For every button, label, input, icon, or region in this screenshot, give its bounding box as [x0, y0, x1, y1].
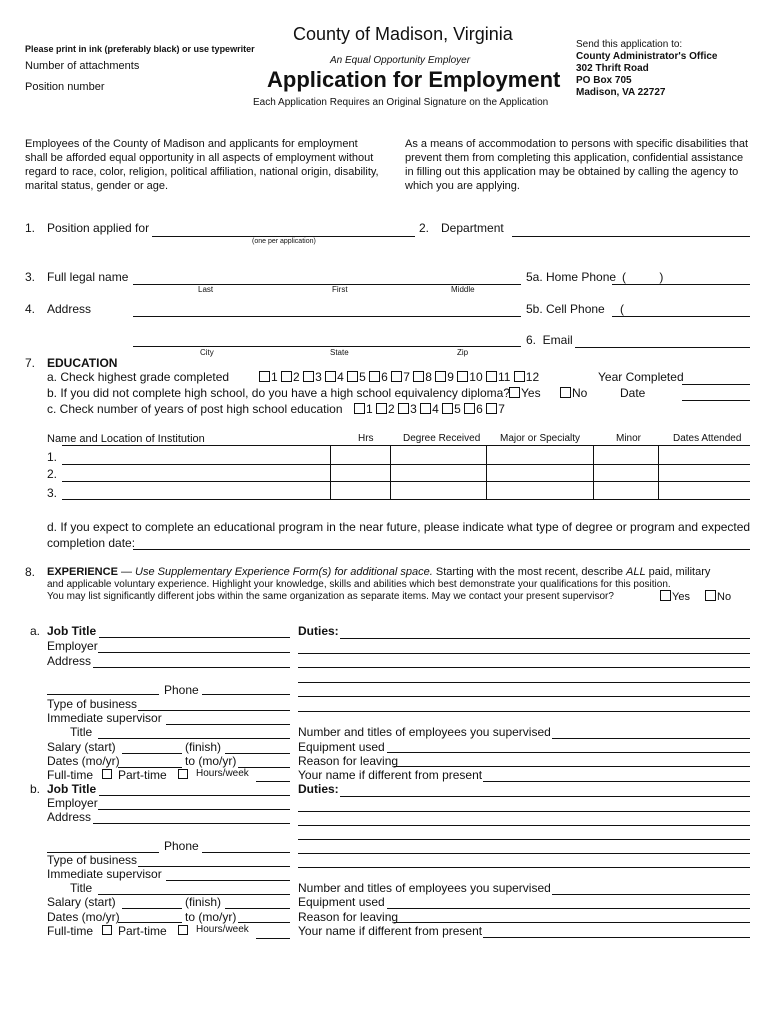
reason-leaving-label: Reason for leaving	[298, 910, 399, 924]
checkbox[interactable]	[514, 371, 525, 382]
contact-supervisor-question: You may list significantly different jobs within the same organization as separate items. May we contact your present supervisor?	[47, 591, 614, 602]
phone-label: Phone	[164, 683, 199, 697]
email-label: 6. Email	[526, 333, 573, 347]
year-option[interactable]: 4	[420, 402, 439, 416]
position-input-line[interactable]	[152, 236, 415, 237]
dates-to-label: to (mo/yr)	[185, 754, 237, 768]
table-header-institution: Name and Location of Institution	[47, 433, 205, 445]
equipment-input-line[interactable]	[387, 908, 750, 909]
experience-instructions: and applicable voluntary experience. Highlight your knowledge, skills and abilities which best demonstrate your qualifications for this position.	[47, 579, 671, 590]
equipment-input-line[interactable]	[387, 752, 750, 753]
phone-label: Phone	[164, 839, 199, 853]
checkbox[interactable]	[391, 371, 402, 382]
year-option[interactable]: 5	[442, 402, 461, 416]
zip-sublabel: Zip	[457, 348, 469, 357]
checkbox[interactable]	[325, 371, 336, 382]
county-name: County of Madison, Virginia	[293, 24, 513, 44]
table-row-number: 2.	[47, 467, 58, 481]
phone-input-line[interactable]	[202, 694, 290, 695]
checkbox[interactable]	[413, 371, 424, 382]
checkbox[interactable]	[486, 403, 497, 414]
year-completed-input-line[interactable]	[682, 384, 750, 385]
department-input-line[interactable]	[512, 236, 750, 237]
position-label: Position applied for	[47, 221, 150, 235]
address-label: Address	[47, 654, 92, 668]
grade-option[interactable]: 6	[369, 370, 388, 384]
checkbox[interactable]	[281, 371, 292, 382]
checkbox[interactable]	[398, 403, 409, 414]
checkbox[interactable]	[303, 371, 314, 382]
completion-date-input-line[interactable]	[133, 549, 750, 550]
last-sublabel: Last	[198, 285, 214, 294]
legal-name-label: Full legal name	[47, 270, 129, 284]
duties-line[interactable]	[298, 867, 750, 868]
table-row-line[interactable]	[62, 499, 750, 500]
duties-label: Duties:	[298, 782, 339, 796]
salary-start-input-line[interactable]	[122, 753, 182, 754]
table-rule	[62, 445, 750, 446]
field-number: 8.	[25, 565, 36, 579]
year-option[interactable]: 7	[486, 402, 505, 416]
table-header-major: Major or Specialty	[500, 433, 581, 444]
table-row-line[interactable]	[62, 481, 750, 482]
employees-supervised-input-line[interactable]	[552, 738, 750, 739]
eoe-line: An Equal Opportunity Employer	[330, 55, 471, 66]
field-number: 4.	[25, 302, 36, 316]
email-input-line[interactable]	[575, 347, 750, 348]
duties-line[interactable]	[340, 796, 750, 797]
signature-note: Each Application Requires an Original Signature on the Application	[253, 97, 549, 108]
employees-supervised-label: Number and titles of employees you supervised	[298, 725, 551, 739]
table-row-line[interactable]	[62, 464, 750, 465]
city-state-zip-input-line[interactable]	[133, 346, 521, 347]
supervisor-label: Immediate supervisor	[47, 711, 162, 725]
middle-sublabel: Middle	[451, 285, 475, 294]
grade-option[interactable]: 7	[391, 370, 410, 384]
year-option[interactable]: 2	[376, 402, 395, 416]
completion-date-label: completion date:	[47, 536, 136, 550]
salary-start-label: Salary (start)	[47, 895, 116, 909]
home-phone-input-line[interactable]	[612, 284, 750, 285]
field-number: 3.	[25, 270, 36, 284]
parttime-checkbox[interactable]	[178, 925, 188, 935]
business-type-label: Type of business	[47, 853, 138, 867]
ged-date-input-line[interactable]	[682, 400, 750, 401]
ged-no-option[interactable]: No	[560, 386, 587, 400]
grade-option[interactable]: 1	[259, 370, 278, 384]
grade-option[interactable]: 11	[486, 370, 510, 384]
job-title-input-line[interactable]	[99, 795, 290, 796]
checkbox[interactable]	[660, 590, 671, 601]
checkbox[interactable]	[560, 387, 571, 398]
salary-start-label: Salary (start)	[47, 740, 116, 754]
supervisor-label: Immediate supervisor	[47, 867, 162, 881]
position-number-label: Position number	[25, 81, 105, 93]
job-title-label: Job Title	[47, 624, 97, 638]
table-header-dates: Dates Attended	[673, 433, 742, 444]
supervisor-input-line[interactable]	[166, 880, 290, 881]
field-number: 2.	[419, 221, 430, 235]
equipment-label: Equipment used	[298, 895, 385, 909]
year-option[interactable]: 3	[398, 402, 417, 416]
field-number: 7.	[25, 356, 36, 370]
experience-heading: EXPERIENCE	[47, 566, 118, 578]
post-hs-question: c. Check number of years of post high school education	[47, 402, 343, 416]
duties-line[interactable]	[298, 711, 750, 712]
checkbox[interactable]	[442, 403, 453, 414]
accommodation-statement: As a means of accommodation to persons with specific disabilities that prevent them from completing this application, confidential assistance in filling out this application may be obtained by calling the agency to which you are applying.	[405, 138, 748, 192]
year-option[interactable]: 6	[464, 402, 483, 416]
employer-input-line[interactable]	[98, 652, 290, 653]
duties-line[interactable]	[340, 638, 750, 639]
table-row-number: 3.	[47, 486, 58, 500]
ged-yes-option[interactable]: Yes	[509, 386, 541, 400]
name-different-input-line[interactable]	[483, 937, 750, 938]
reason-leaving-input-line[interactable]	[394, 922, 750, 923]
hours-week-label: Hours/week	[196, 924, 249, 935]
duties-line[interactable]	[298, 811, 750, 812]
checkbox[interactable]	[457, 371, 468, 382]
salary-start-input-line[interactable]	[122, 908, 182, 909]
table-header-minor: Minor	[616, 433, 642, 444]
duties-label: Duties:	[298, 624, 339, 638]
table-header-degree: Degree Received	[403, 433, 481, 444]
address-label: Address	[47, 810, 92, 824]
duties-line[interactable]	[298, 653, 750, 654]
grade-option[interactable]: 9	[435, 370, 454, 384]
hours-week-input-line[interactable]	[256, 781, 290, 782]
checkbox[interactable]	[464, 403, 475, 414]
address-input-line[interactable]	[93, 823, 290, 824]
duties-line[interactable]	[298, 839, 750, 840]
job-letter: a.	[30, 624, 41, 638]
name-different-label: Your name if different from present	[298, 924, 483, 938]
equipment-label: Equipment used	[298, 740, 385, 754]
year-option[interactable]: 1	[354, 402, 373, 416]
job-letter: b.	[30, 782, 41, 796]
grade-option[interactable]: 8	[413, 370, 432, 384]
grade-question: a. Check highest grade completed	[47, 370, 230, 384]
address-label: Address	[47, 302, 92, 316]
cell-phone-area: (	[620, 302, 624, 316]
supervisor-title-label: Title	[70, 725, 93, 739]
address-input-line[interactable]	[133, 316, 521, 317]
duties-line[interactable]	[298, 825, 750, 826]
contact-no-option[interactable]: No	[705, 590, 731, 603]
reason-leaving-label: Reason for leaving	[298, 754, 399, 768]
fulltime-label: Full-time	[47, 924, 94, 938]
employer-label: Employer	[47, 639, 98, 653]
address-line: PO Box 705	[576, 75, 632, 86]
duties-line[interactable]	[298, 696, 750, 697]
grade-option[interactable]: 4	[325, 370, 344, 384]
table-column-divider	[330, 445, 331, 499]
post-hs-checkboxes	[354, 402, 505, 416]
experience-intro: EXPERIENCE — Use Supplementary Experience Form(s) for additional space. Starting with the most recent, describe ALL paid, military	[47, 566, 711, 578]
field-number: 1.	[25, 221, 36, 235]
address-input-line[interactable]	[93, 667, 290, 668]
phone-input-line[interactable]	[202, 852, 290, 853]
table-row-number: 1.	[47, 450, 58, 464]
supervisor-title-label: Title	[70, 881, 93, 895]
table-column-divider	[593, 445, 594, 499]
employees-supervised-label: Number and titles of employees you supervised	[298, 881, 551, 895]
address-line: Madison, VA 22727	[576, 87, 666, 98]
employer-input-line[interactable]	[98, 809, 290, 810]
home-phone-area: ( )	[622, 270, 664, 284]
table-column-divider	[390, 445, 391, 499]
grade-checkboxes	[259, 370, 539, 384]
reason-leaving-input-line[interactable]	[394, 766, 750, 767]
checkbox[interactable]	[435, 371, 446, 382]
dates-label: Dates (mo/yr)	[47, 754, 120, 768]
first-sublabel: First	[332, 285, 348, 294]
address-line: 302 Thrift Road	[576, 63, 649, 74]
checkbox[interactable]	[369, 371, 380, 382]
attachments-label: Number of attachments	[25, 60, 140, 72]
parttime-label: Part-time	[118, 768, 167, 782]
one-per-note: (one per application)	[252, 238, 316, 245]
hours-week-input-line[interactable]	[256, 938, 290, 939]
fulltime-checkbox[interactable]	[102, 769, 112, 779]
duties-line[interactable]	[298, 682, 750, 683]
table-column-divider	[486, 445, 487, 499]
city-sublabel: City	[200, 348, 214, 357]
education-heading: EDUCATION	[47, 356, 118, 370]
checkbox[interactable]	[376, 403, 387, 414]
fulltime-checkbox[interactable]	[102, 925, 112, 935]
checkbox[interactable]	[486, 371, 497, 382]
send-to-label: Send this application to:	[576, 39, 683, 50]
cell-phone-label: 5b. Cell Phone	[526, 302, 605, 316]
checkbox[interactable]	[259, 371, 270, 382]
hours-week-label: Hours/week	[196, 768, 249, 779]
contact-yes-option[interactable]: Yes	[660, 590, 690, 603]
salary-finish-input-line[interactable]	[225, 908, 290, 909]
fulltime-label: Full-time	[47, 768, 94, 782]
checkbox[interactable]	[705, 590, 716, 601]
duties-line[interactable]	[298, 667, 750, 668]
grade-option[interactable]: 5	[347, 370, 366, 384]
supervisor-input-line[interactable]	[166, 724, 290, 725]
grade-option[interactable]: 2	[281, 370, 300, 384]
page-title: Application for Employment	[267, 67, 561, 92]
table-column-divider	[658, 445, 659, 499]
name-different-input-line[interactable]	[483, 781, 750, 782]
dates-to-input-line[interactable]	[238, 922, 290, 923]
table-header-hrs: Hrs	[358, 433, 374, 444]
employees-supervised-input-line[interactable]	[552, 894, 750, 895]
year-completed-label: Year Completed	[598, 370, 684, 384]
salary-finish-label: (finish)	[185, 740, 222, 754]
dates-from-input-line[interactable]	[118, 922, 182, 923]
business-type-label: Type of business	[47, 697, 138, 711]
supervisor-title-input-line[interactable]	[98, 738, 290, 739]
print-instruction: Please print in ink (preferably black) or use typewriter	[25, 44, 255, 54]
grade-option[interactable]: 10	[457, 370, 482, 384]
eeo-statement: Employees of the County of Madison and applicants for employment shall be afforded equal opportunity in all aspects of employment without regard to race, color, religion, political affiliation, national origin, disability, marital status, gender or age.	[25, 138, 379, 192]
home-phone-label: 5a. Home Phone	[526, 270, 617, 284]
ged-question: b. If you did not complete high school, do you have a high school equivalency diploma?	[47, 386, 510, 400]
cell-phone-input-line[interactable]	[612, 316, 750, 317]
dates-label: Dates (mo/yr)	[47, 910, 120, 924]
job-title-label: Job Title	[47, 782, 97, 796]
checkbox[interactable]	[347, 371, 358, 382]
dates-to-label: to (mo/yr)	[185, 910, 237, 924]
future-education-question: d. If you expect to complete an educational program in the near future, please indicate what type of degree or program and expected	[47, 520, 751, 534]
address-line-2[interactable]	[47, 694, 159, 695]
grade-option[interactable]: 12	[514, 370, 539, 384]
state-sublabel: State	[330, 348, 349, 357]
job-title-input-line[interactable]	[99, 637, 290, 638]
checkbox[interactable]	[354, 403, 365, 414]
parttime-label: Part-time	[118, 924, 167, 938]
employer-label: Employer	[47, 796, 98, 810]
name-different-label: Your name if different from present	[298, 768, 483, 782]
checkbox[interactable]	[509, 387, 520, 398]
grade-option[interactable]: 3	[303, 370, 322, 384]
parttime-checkbox[interactable]	[178, 769, 188, 779]
duties-line[interactable]	[298, 853, 750, 854]
address-line: County Administrator's Office	[576, 51, 718, 62]
ged-date-label: Date	[620, 386, 646, 400]
salary-finish-label: (finish)	[185, 895, 222, 909]
department-label: Department	[441, 221, 504, 235]
checkbox[interactable]	[420, 403, 431, 414]
